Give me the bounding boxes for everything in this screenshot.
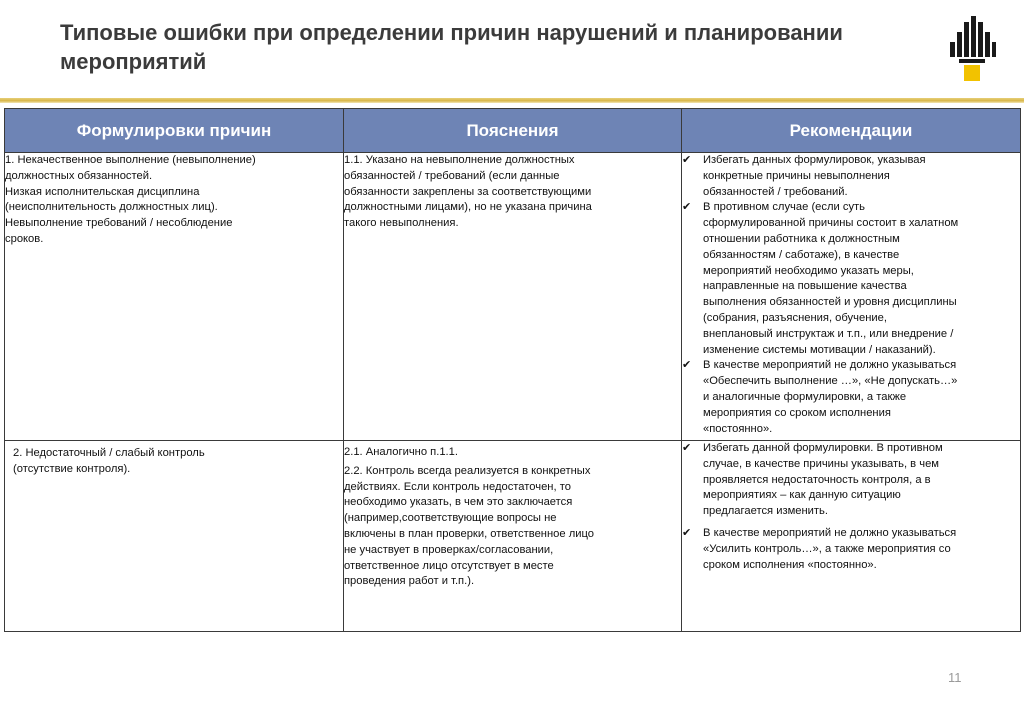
column-header-recommendations: Рекомендации (682, 109, 1021, 153)
recommendation-item: ✔ В противном случае (если суть сформулированной причины состоит в халатном отношении работника к должностным обязанностям / саботаже), в качестве мероприятий необходимо указать меры, направленные на повышение качества выполнения обязанностей и уровня дисциплины (собрания, разъяснения, обучение, внеплановый инструктаж и т.п., или внедрение / изменение системы мотивации / наказаний). (682, 201, 959, 356)
explanation-text: 2.2. Контроль всегда реализуется в конкретных действиях. Если контроль недостаточен, то необходимо указать, в чем это заключается (например,соответствующие вопросы не включены в план проверки, ответственное лицо не участвует в проверках/согласовании, ответственное лицо отсутствует в месте проведения работ и т.п.). (344, 464, 594, 588)
recommendation-item: ✔ В качестве мероприятий не должно указываться «Обеспечить выполнение …», «Не допускать…» и аналогичные формулировки, а также мероприятия со сроком исполнения «постоянно». (682, 359, 958, 435)
checkmark-icon: ✔ (682, 201, 692, 214)
table-row (5, 153, 1021, 441)
column-header-explanations: Пояснения (344, 109, 682, 153)
recommendation-cell (682, 153, 1021, 441)
cause-text: 2. Недостаточный / слабый контроль (отсутствие контроля). (13, 447, 205, 475)
checkmark-icon: ✔ (682, 442, 692, 454)
causes-table (4, 108, 1021, 632)
recommendation-list (682, 441, 1020, 573)
recommendation-item: ✔ В качестве мероприятий не должно указываться «Усилить контроль…», а также мероприятия со сроком исполнения «постоянно». (682, 526, 957, 571)
slide-title: Типовые ошибки при определении причин нарушений и планировании мероприятий (60, 20, 843, 74)
column-header-causes: Формулировки причин (5, 109, 344, 153)
table-header-row (5, 109, 1021, 153)
recommendation-cell (682, 441, 1021, 632)
checkmark-icon: ✔ (682, 154, 692, 166)
explanation-text: 1.1. Указано на невыполнение должностных обязанностей / требований (если данные обязанности закреплены за соответствующими должностными лицами), но не указана причина такого невыполнения. (344, 154, 592, 230)
table-row (5, 441, 1021, 632)
recommendation-item: ✔ Избегать данной формулировки. В противном случае, в качестве причины указывать, в чем проявляется недостаточность контроля, а в мероприятиях – как данную ситуацию предлагается изменить. (682, 442, 943, 518)
explanation-cell (344, 441, 682, 632)
cause-cell (5, 153, 344, 441)
title-divider (0, 98, 1024, 103)
explanation-text: 2.1. Аналогично п.1.1. (344, 446, 459, 458)
recommendation-item: ✔ Избегать данных формулировок, указывая конкретные причины невыполнения обязанностей / требований. (682, 154, 926, 198)
recommendation-list (682, 153, 1020, 437)
checkmark-icon: ✔ (682, 526, 692, 539)
cause-text: 1. Некачественное выполнение (невыполнение) должностных обязанностей. Низкая исполнительская дисциплина (неисполнительность должностных лиц). Невыполнение требований / несоблюдение сроков. (5, 154, 256, 245)
page-number: 11 (948, 670, 962, 685)
company-logo-icon (947, 13, 997, 83)
cause-cell (5, 441, 344, 632)
explanation-cell (344, 153, 682, 441)
checkmark-icon: ✔ (682, 359, 692, 372)
